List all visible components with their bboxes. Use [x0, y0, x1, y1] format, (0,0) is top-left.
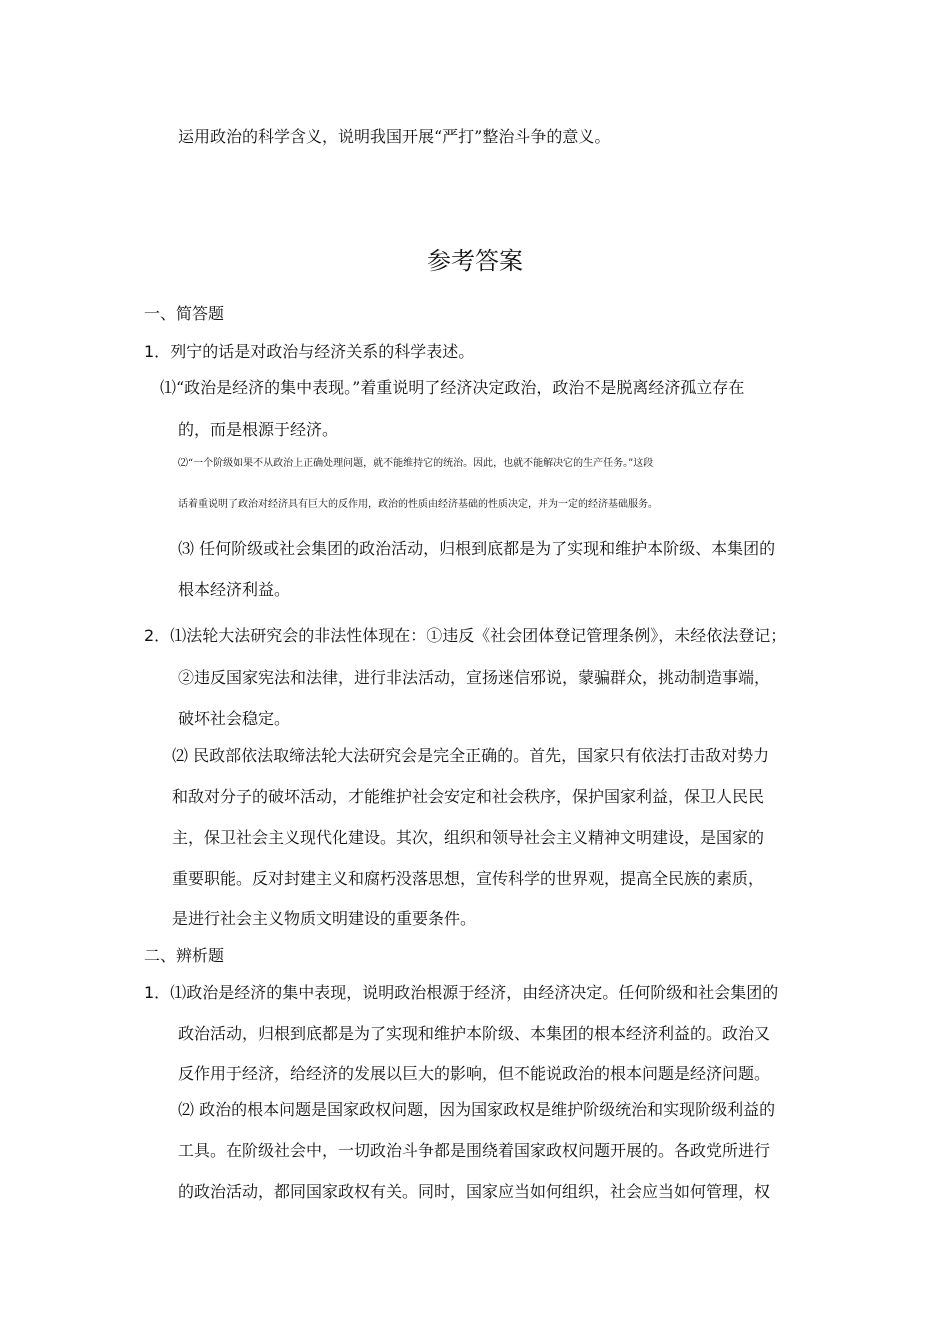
s2-q1-p2-line1: ⑵ 政治的根本问题是国家政权问题，因为国家政权是维护阶级统治和实现阶级利益的 [178, 1100, 776, 1119]
s2-q1-p1-line3: 反作用于经济，给经济的发展以巨大的影响，但不能说政治的根本问题是经济问题。 [178, 1064, 771, 1083]
s1-q1-p3-line2: 根本经济利益。 [178, 580, 291, 599]
s1-q1-p1-line1: ⑴“政治是经济的集中表现。”着重说明了经济决定政治，政治不是脱离经济孤立存在 [160, 378, 745, 397]
s2-q1-p1-line2: 政治活动，归根到底都是为了实现和维护本阶级、本集团的根本经济利益的。政治又 [178, 1024, 771, 1043]
s2-q1-number: 1． [144, 983, 171, 1002]
s1-q2-p2-line5: 是进行社会主义物质文明建设的重要条件。 [172, 909, 477, 928]
s1-q1-p2-line2: 话着重说明了政治对经济具有巨大的反作用，政治的性质由经济基础的性质决定，并为一定的经济基础服务。 [178, 499, 658, 510]
s1-q2-p1-line3: 破坏社会稳定。 [178, 709, 291, 728]
s1-q1-number: 1． [144, 342, 171, 361]
s1-q2-p2-line2: 和敌对分子的破坏活动，才能维护社会安定和社会秩序，保护国家利益，保卫人民民 [172, 787, 765, 806]
answers-title: 参考答案 [427, 247, 523, 275]
section2-heading: 二、辨析题 [144, 946, 225, 965]
s2-q1-p2-line2: 工具。在阶级社会中，一切政治斗争都是围绕着国家政权问题开展的。各政党所进行 [178, 1141, 771, 1160]
s1-q1-lead [144, 342, 474, 362]
s1-q1-p3-line1: ⑶ 任何阶级或社会集团的政治活动，归根到底都是为了实现和维护本阶级、本集团的 [178, 539, 776, 558]
s2-q1-p1-line1 [144, 983, 778, 1003]
section1-heading: 一、简答题 [144, 304, 225, 323]
s2-q1-p2-line3: 的政治活动，都同国家政权有关。同时，国家应当如何组织，社会应当如何管理，权 [178, 1182, 771, 1201]
s1-q1-lead-text: 列宁的话是对政治与经济关系的科学表述。 [170, 342, 475, 361]
s1-q2-p1-line1 [144, 626, 786, 646]
s1-q2-p2-line1: ⑵ 民政部依法取缔法轮大法研究会是完全正确的。首先，国家只有依法打击敌对势力 [172, 746, 770, 765]
s1-q2-p1-line1-text: ⑴法轮大法研究会的非法性体现在：①违反《社会团体登记管理条例》，未经依法登记； [170, 626, 787, 645]
s1-q1-p2-line1: ⑵“一个阶级如果不从政治上正确处理问题，就不能维持它的统治。因此，也就不能解决它的生产任务。”这段 [178, 458, 654, 469]
s2-q1-p1-line1-text: ⑴政治是经济的集中表现，说明政治根源于经济，由经济决定。任何阶级和社会集团的 [170, 983, 779, 1002]
s1-q2-p2-line3: 主，保卫社会主义现代化建设。其次，组织和领导社会主义精神文明建设，是国家的 [172, 828, 765, 847]
s1-q2-p1-line2: ②违反国家宪法和法律，进行非法活动，宣扬迷信邪说，蒙骗群众，挑动制造事端， [178, 668, 771, 687]
question-text: 运用政治的科学含义，说明我国开展“严打”整治斗争的意义。 [178, 127, 611, 146]
s1-q2-p2-line4: 重要职能。反对封建主义和腐朽没落思想，宣传科学的世界观，提高全民族的素质， [172, 869, 765, 888]
s1-q2-number: 2． [144, 626, 171, 645]
s1-q1-p1-line2: 的，而是根源于经济。 [178, 420, 339, 439]
